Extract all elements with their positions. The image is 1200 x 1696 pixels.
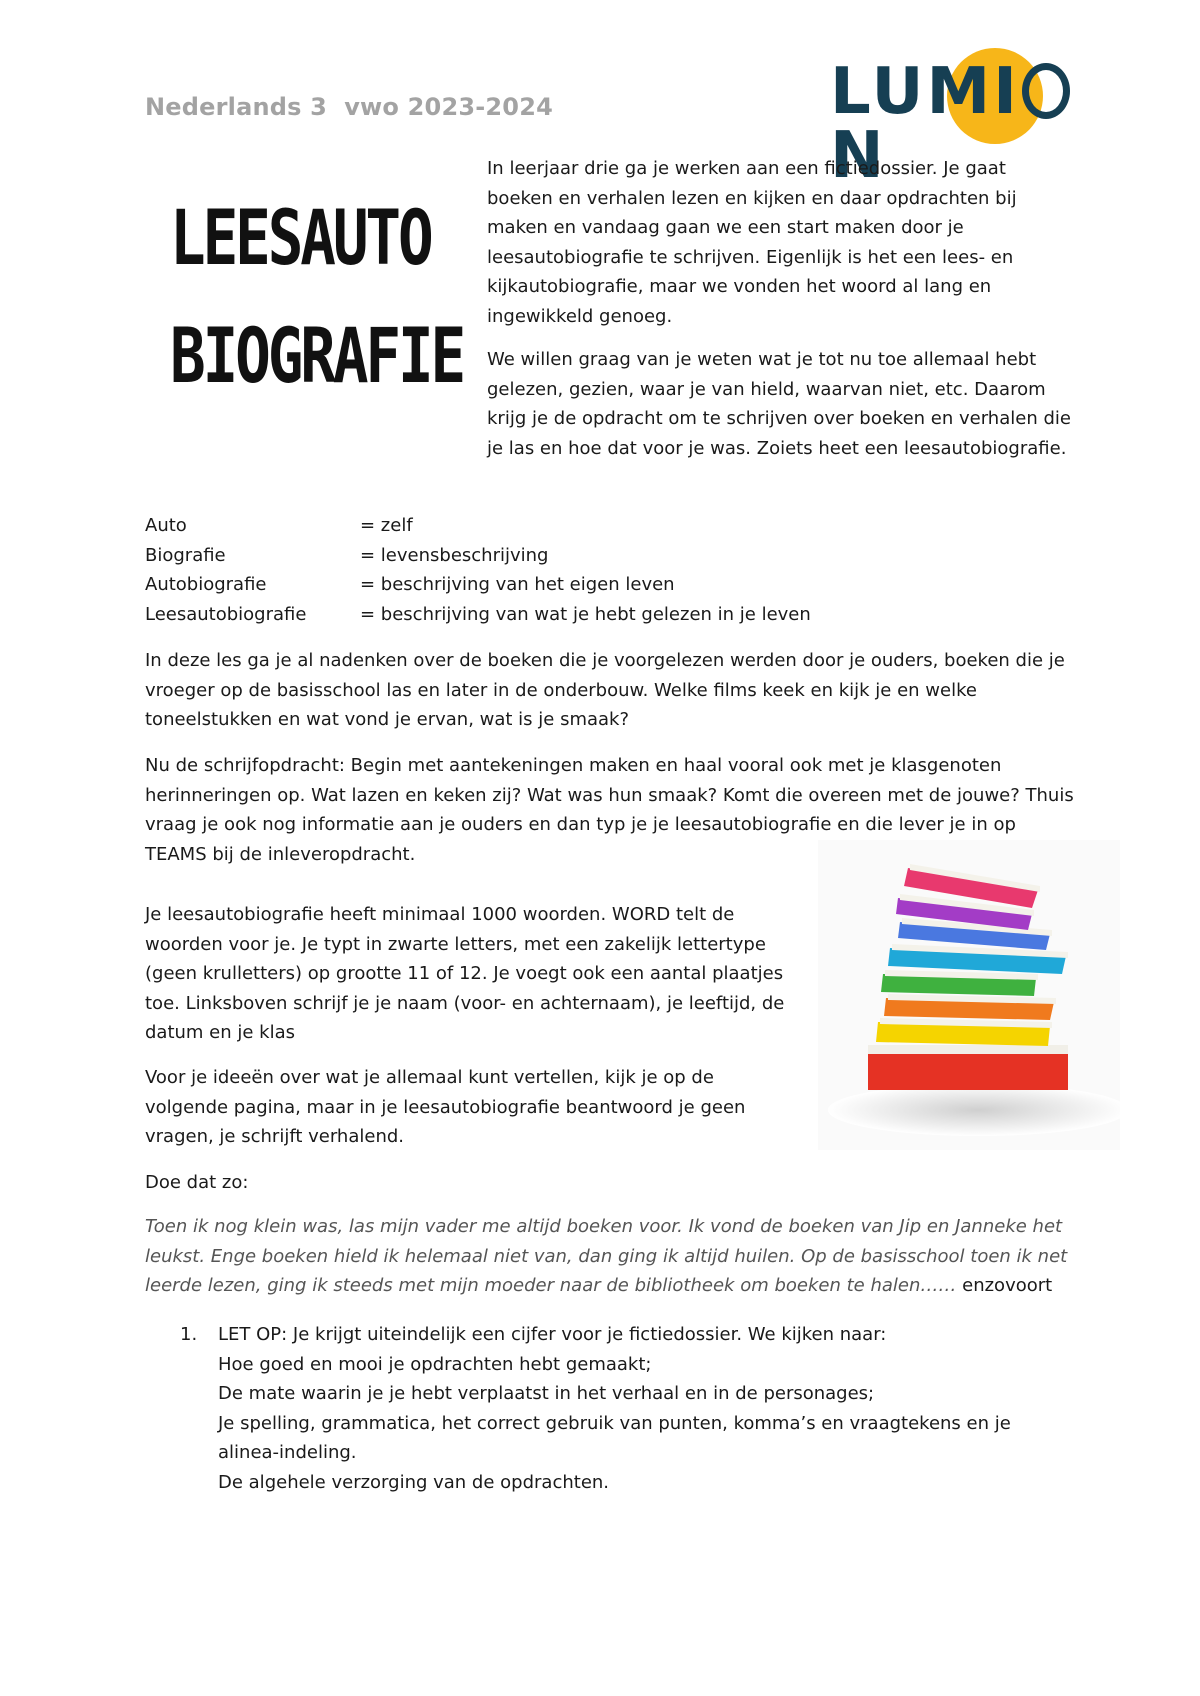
intro-paragraph-1: In leerjaar drie ga je werken aan een fictiedossier. Je gaat boeken en verhalen lezen en kijken en daar opdrachten bij maken en vandaag gaan we een start maken door je leesautobiografie te schrijven. Eigenlijk is het een lees- en kijkautobiografie, maar we vonden het woord al lang en ingewikkeld genoeg. xyxy=(487,158,1017,327)
logo-o-ring-icon xyxy=(1022,63,1070,119)
body-paragraph-4: Voor je ideeën over wat je allemaal kunt vertellen, kijk je op de volgende pagina, maar in je leesautobiografie beantwoord je geen vragen, je schrijft verhalend. xyxy=(145,1067,746,1147)
body-paragraph-1: In deze les ga je al nadenken over de boeken die je voorgelezen werden door je ouders, boeken die je vroeger op de basisschool las en later in de onderbouw. Welke films keek en kijk je en welke toneelstukken en wat vond je ervan, wat is je smaak? xyxy=(145,650,1065,730)
list-number: 1. xyxy=(180,1324,198,1345)
logo-wordmark: LUMIN xyxy=(830,60,1120,188)
title-line-1: LEESAUTO xyxy=(170,193,431,282)
definition-term: Leesautobiografie xyxy=(145,603,307,625)
definition-row xyxy=(145,570,811,600)
intro-paragraph-2: We willen graag van je weten wat je tot nu toe allemaal hebt gelezen, gezien, waar je van hield, waarvan niet, etc. Daarom krijg je de opdracht om te schrijven over boeken en verhalen die je las en hoe dat voor je was. Zoiets heet een leesautobiografie. xyxy=(487,349,1071,459)
intro-text xyxy=(487,154,1077,477)
list-item: De algehele verzorging van de opdrachten. xyxy=(218,1471,610,1493)
definition-meaning: = levensbeschrijving xyxy=(360,544,549,566)
definition-term: Auto xyxy=(145,515,187,536)
definition-row xyxy=(145,541,811,571)
title-line-2: BIOGRAFIE xyxy=(170,311,464,400)
body-paragraph-2: Nu de schrijfopdracht: Begin met aantekeningen maken en haal vooral ook met je klasgenoten herinneringen op. Wat lazen en keken zij? Wat was hun smaak? Komt die overeen met de jouwe? Thuis vraag je ook nog informatie aan je ouders en dan typ je je leesautobiografie en die lever je in op TEAMS bij de inleveropdracht. xyxy=(145,755,1074,865)
book-stack-image xyxy=(818,840,1120,1150)
definition-term: Biografie xyxy=(145,544,226,566)
definition-row xyxy=(145,600,811,630)
definition-meaning: = beschrijving van het eigen leven xyxy=(360,574,675,595)
list-item: Je spelling, grammatica, het correct gebruik van punten, komma’s en vraagtekens en je alinea-indeling. xyxy=(218,1412,1011,1463)
definition-meaning: = zelf xyxy=(360,515,413,536)
body-paragraph-5: Doe dat zo: xyxy=(145,1172,249,1193)
list-item: Hoe goed en mooi je opdrachten hebt gemaakt; xyxy=(218,1353,652,1375)
definition-row xyxy=(145,511,811,541)
document-header-title: Nederlands 3 vwo 2023-2024 xyxy=(145,93,554,121)
example-end: enzovoort xyxy=(962,1275,1053,1296)
definition-term: Autobiografie xyxy=(145,574,267,595)
book-stack-icon xyxy=(818,840,1120,1150)
example-text: Toen ik nog klein was, las mijn vader me altijd boeken voor. Ik vond de boeken van Jip en Janneke het leukst. Enge boeken hield ik helemaal niet van, dan ging ik altijd huilen. Op de basisschool toen ik net leerde lezen, ging ik steeds met mijn moeder naar de bibliotheek om boeken te halen…… xyxy=(145,1216,1068,1296)
leesautobiografie-title xyxy=(170,193,464,400)
list-items xyxy=(218,1320,1058,1497)
list-item: De mate waarin je je hebt verplaatst in het verhaal en in de personages; xyxy=(218,1383,875,1404)
list-item: LET OP: Je krijgt uiteindelijk een cijfer voor je fictiedossier. We kijken naar: xyxy=(218,1324,887,1345)
definitions-list xyxy=(145,511,811,629)
body-paragraph-3: Je leesautobiografie heeft minimaal 1000 woorden. WORD telt de woorden voor je. Je typt in zwarte letters, met een zakelijk lettertype (geen krulletters) op grootte 11 of 12. Je voegt ook een aantal plaatjes toe. Linksboven schrijf je je naam (voor- en achternaam), je leeftijd, de datum en je klas xyxy=(145,904,785,1043)
lumion-logo xyxy=(830,46,1120,193)
example-paragraph xyxy=(145,1212,1075,1301)
definition-meaning: = beschrijving van wat je hebt gelezen in je leven xyxy=(360,603,811,625)
